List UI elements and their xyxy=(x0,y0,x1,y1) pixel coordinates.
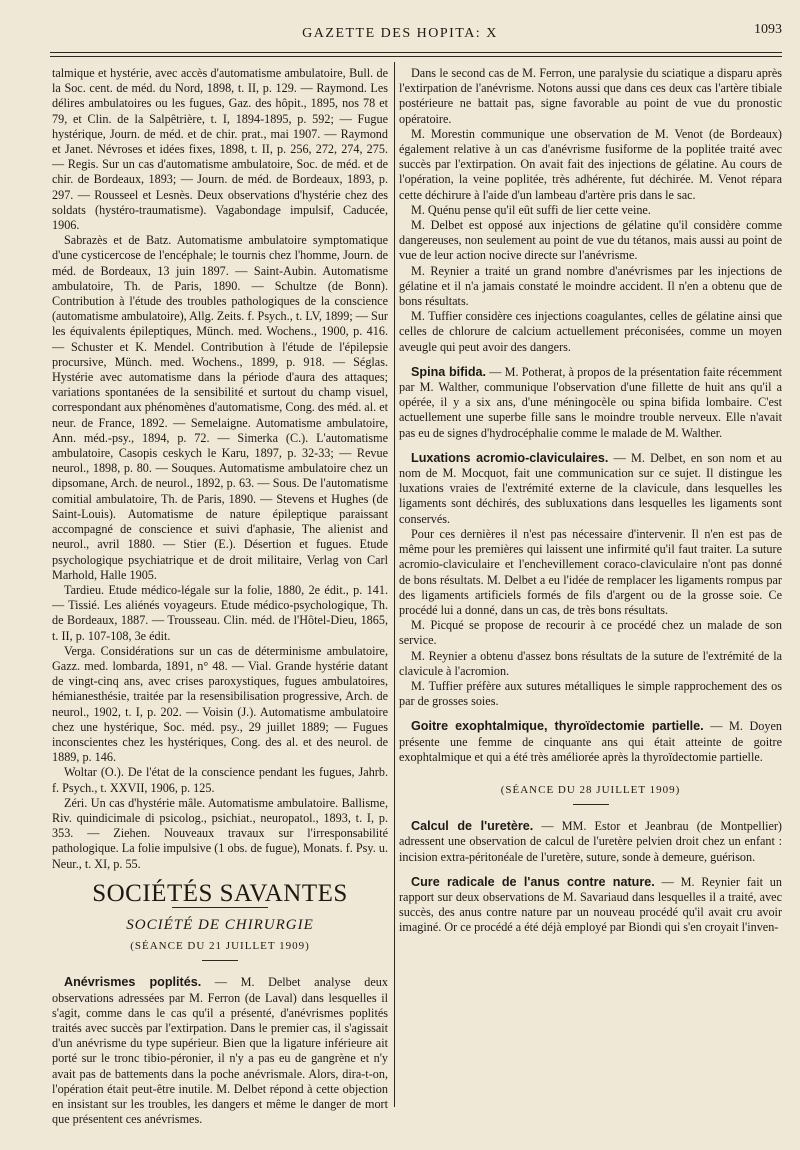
article-paragraph: Pour ces dernières il n'est pas nécessaire d'intervenir. Il n'en est pas de même pour les premières qui laissent une infirmité qu'il faut traiter. La suture acromio-claviculaire et l'enchevillement coraco-claviculaire n'ont pas donné de bons résultats. M. Delbet a eu l'idée de remplacer les ligaments rompus par des ligaments artificiels formés de fils d'argent ou de la grosse soie. Ce procédé lui a donné, dans un cas, de très bons résultats. xyxy=(399,526,782,617)
article-paragraph xyxy=(399,365,782,441)
article-topic: Goitre exophtalmique, thyroïdectomie partielle. xyxy=(411,719,704,734)
bibliography-paragraph: talmique et hystérie, avec accès d'automatisme ambulatoire, Bull. de la Soc. cent. de méd. du Nord, 1898, t. II, p. 129. — Raymond. Les délires ambulatoires ou les fugues, Gaz. des hôpit., 1895, nos 78 et 79, et Clin. de la Salpêtrière, t. I, 1894-1895, p. 592; — Fugue hystérique, Journ. de méd. et de chir. prat., mai 1907. — Raymond et Janet. Névroses et idées fixes, 1898, t. II, p. 256, 272, 274, 275. — Regis. Sur un cas d'automatisme ambulatoire, Soc. de méd. et de chir. de Bordeaux, 1893; — Journ. de méd. de Bordeaux, 1893, p. 297. — Rousseel et Lesnès. Deux observations d'hystérie chez des soldats (hystéro-traumatisme). Vagabondage impulsif, Caducée, 1906. xyxy=(52,66,388,233)
article-topic: Cure radicale de l'anus contre nature. xyxy=(411,874,655,889)
column-divider xyxy=(394,62,395,1107)
article-text: — M. Potherat, à propos de la présentation faite récemment par M. Walther, communique l'observation d'une fillette de huit ans qu'il a opérée, il y a six ans, d'une méningocèle ou spina bifida lombaire. C'est actuellement une superbe fille sans le moindre trouble nerveux. Elle n'avait pas eu de signes d'hydrocéphalie comme le malade de M. Walther. xyxy=(399,364,782,440)
article-paragraph: M. Quénu pense qu'il eût suffi de lier cette veine. xyxy=(411,202,651,217)
section-title: SOCIÉTÉS SAVANTES xyxy=(92,879,348,907)
article-text: — M. Delbet analyse deux observations adressées par M. Ferron (de Laval) dans lesquelles il s'agit, comme dans le cas qu'il a présenté, d'anévrismes poplités traités avec succès par l'extirpation. Dans le premier cas, il s'agissait d'un anévrisme du type supérieur. Bien que la ligature inférieure ait porté sur le tronc tibio-péronier, il n'y a pas eu de gangrène et n'y avait pas de battements dans la poche anévrismale. Alors, dira-t-on, l'opération était peut-être inutile. M. Delbet répond à cette objection en insistant sur les troubles, les dangers et même le danger de mort que présentent ces anévrismes. xyxy=(52,975,388,1127)
bibliography-paragraph: Zéri. Un cas d'hystérie mâle. Automatisme ambulatoire. Ballisme, Riv. quindicimale di psicolog., psichiat., neuropatol., 1893, t. I, p. 353. — Ziehen. Nouveaux travaux sur l'irresponsabilité pathologique. La folie impulsive (1 obs. de fugue), Monats. f. Psy. u. Neur., t. XI, p. 55. xyxy=(52,795,388,871)
bibliography-paragraph: Sabrazès et de Batz. Automatisme ambulatoire symptomatique d'une cysticercose de l'encéphale; le tournis chez l'homme, Journ. de méd. de Bordeaux, 13 juin 1897. — Saint-Aubin. Automatisme ambulatoire, Th. de Paris, 1890. — Schultze (de Bonn). Contribution à l'étude des troubles pathologiques de la conscience (automatisme ambulatoire), Allg. Zeits. f. Psych., t. LV, 1899; — Sur les équivalents épileptiques, Münch. med. Wochens., 1900, p. 416. — Schuster et K. Mendel. Contribution à l'étude de l'épilepsie procursive, Münch. med. Wochens., 1899, p. 918. — Séglas. Hystérie avec automatisme dans la période d'aura des attaques; variations spontanées de la sensibilité et surtout du champ visuel, correspondant aux phénomènes d'automatisme, Cong. des méd. al. et neur. de France, 1892. — Semelaigne. Automatisme ambulatoire, Ann. méd.-psy., 1894, p. 72. — Simerka (C.). L'automatisme ambulatoire, Casopis ceskych le Karu, 1897, p. 32-33; — Revue neurol., 1898, p. 80. — Souques. Automatisme ambulatoire chez un dipsomane, Arch. de neurol., 1892, p. 63. — Sous. De l'automatisme comitial ambulatoire, Th. de Paris, 1890. — Stevens et Hughes (de Saint-Louis). Automatisme de nature épileptique paraissant accompagné de conscience et suivi d'aphasie, The alienist and neurol., avril 1880. — Stier (E.). Désertion et fugues. Etude psychologique psychiatrique et de droit militaire, Verlag von Carl Marhold, Halle 1905. xyxy=(52,233,388,582)
article-paragraph xyxy=(399,875,782,936)
article-topic: Spina bifida. xyxy=(411,364,487,379)
article-topic: Luxations acromio-claviculaires. xyxy=(411,450,609,465)
article-paragraph: M. Tuffier considère ces injections coagulantes, celles de gélatine ainsi que celles de chlorure de calcium actuellement préconisées, comme un moyen aveugle qui peut avoir des dangers. xyxy=(399,309,782,354)
bibliography-paragraph: Tardieu. Etude médico-légale sur la folie, 1880, 2e édit., p. 141. — Tissié. Les aliénés voyageurs. Etude médico-psychologique, Th. de Bordeaux, 1887. — Trousseau. Clin. méd. de l'Hôtel-Dieu, 1865, t. II, p. 107-108, 3e édit. xyxy=(52,582,388,643)
running-title: GAZETTE DES HOPITA: X xyxy=(302,26,498,41)
page-header xyxy=(0,18,800,48)
article-text: — M. Delbet, en son nom et au nom de M. Mocquot, fait une communication sur ce sujet. Il distingue les luxations vraies de l'extrémité externe de la clavicule, dans lesquelles les ligaments sont déchirés, des subluxations dans lesquelles les ligaments sont conservés. xyxy=(399,450,782,526)
bibliography-paragraph: Verga. Considérations sur un cas de déterminisme ambulatoire, Gazz. med. lombarda, 1891, n° 48. — Vial. Grande hystérie datant de vingt-cinq ans, avec crises paroxystiques, fugues ambulatoires, hémianesthésie, traitée par la resensibilisation progressive, Arch. de neurol., 1902, t. I, p. 202. — Voisin (J.). Automatisme ambulatoire chez une hystérique, Soc. méd. psy., 29 juillet 1889; — Fugues inconscientes chez les hystériques, Cong. des al. et des neurol. de 1889, p. 146. xyxy=(52,643,388,765)
left-column xyxy=(52,66,388,1127)
article-paragraph: Dans le second cas de M. Ferron, une paralysie du sciatique a disparu après l'extirpation de l'anévrisme. Notons aussi que dans ces deux cas l'artère tibiale postérieure ne battait pas, signe favorable au point de vue du pronostic opératoire. xyxy=(399,66,782,126)
article-paragraph xyxy=(399,451,782,527)
article-paragraph xyxy=(399,819,782,865)
article-paragraph: M. Reynier a obtenu d'assez bons résultats de la suture de l'extrémité de la clavicule à l'acromion. xyxy=(399,648,782,678)
bibliography-paragraph: Woltar (O.). De l'état de la conscience pendant les fugues, Jahrb. f. Psych., t. XXVII, 1906, p. 125. xyxy=(52,765,388,795)
article-paragraph: M. Reynier a traité un grand nombre d'anévrismes par les injections de gélatine et il n'a jamais constaté le moindre accident. Il n'en a obtenu que de bons résultats. xyxy=(399,263,782,309)
header-rule xyxy=(50,52,782,53)
session-rule xyxy=(202,960,238,961)
page-number: 1093 xyxy=(754,22,782,37)
article-topic: Anévrismes poplités. xyxy=(64,975,202,990)
header-rule-thin xyxy=(50,56,782,57)
session-line: (SÉANCE DU 28 JUILLET 1909) xyxy=(500,783,681,796)
society-name: SOCIÉTÉ DE CHIRURGIE xyxy=(126,916,314,933)
article-paragraph xyxy=(399,719,782,765)
article-paragraph xyxy=(52,975,388,1127)
article-text: — M. Reynier fait un rapport sur deux observations de M. Savariaud dans lesquelles il a traité, avec succès, des anus contre nature par un nouveau procédé qu'il avait cru avoir imaginé. Or ce procédé a été déjà employé par Biondi qui s'en croyait l'inven- xyxy=(399,874,782,935)
article-paragraph: M. Picqué se propose de recourir à ce procédé chez un malade de son service. xyxy=(399,618,782,648)
article-text: — MM. Estor et Jeanbrau (de Montpellier) adressent une observation de calcul de l'uretère pelvien droit chez un enfant : incision extra-péritonéale de l'uretère, suture, sonde à demeure, guérison. xyxy=(399,819,782,864)
article-paragraph: M. Tuffier préfère aux sutures métalliques le simple rapprochement des os par de grosses soies. xyxy=(399,678,782,709)
article-paragraph: M. Morestin communique une observation de M. Venot (de Bordeaux) également relative à un cas d'anévrisme fusiforme de la poplitée traité avec succès par l'extirpation. On avait fait des injections de gélatine. Au cours de l'opération, la veine poplitée, très adhérente, fut déchirée. M. Venot répara cette déchirure à l'aide d'un lambeau d'artère pris dans le sac. xyxy=(399,126,782,202)
article-topic: Calcul de l'uretère. xyxy=(411,819,534,834)
article-paragraph: M. Delbet est opposé aux injections de gélatine qu'il considère comme dangereuses, non seulement au point de vue du tétanos, mais aussi au point de vue de leur action nocive directe sur l'anévrisme. xyxy=(399,218,782,263)
right-column xyxy=(399,66,782,936)
section-title-rule xyxy=(172,907,268,908)
session-line: (SÉANCE DU 21 JUILLET 1909) xyxy=(130,940,310,953)
session-rule xyxy=(573,804,609,805)
article-text: — M. Doyen présente une femme de cinquante ans qui était atteinte de goitre exophtalmique et qui a été très améliorée après la thyroïdectomie partielle. xyxy=(399,719,782,764)
